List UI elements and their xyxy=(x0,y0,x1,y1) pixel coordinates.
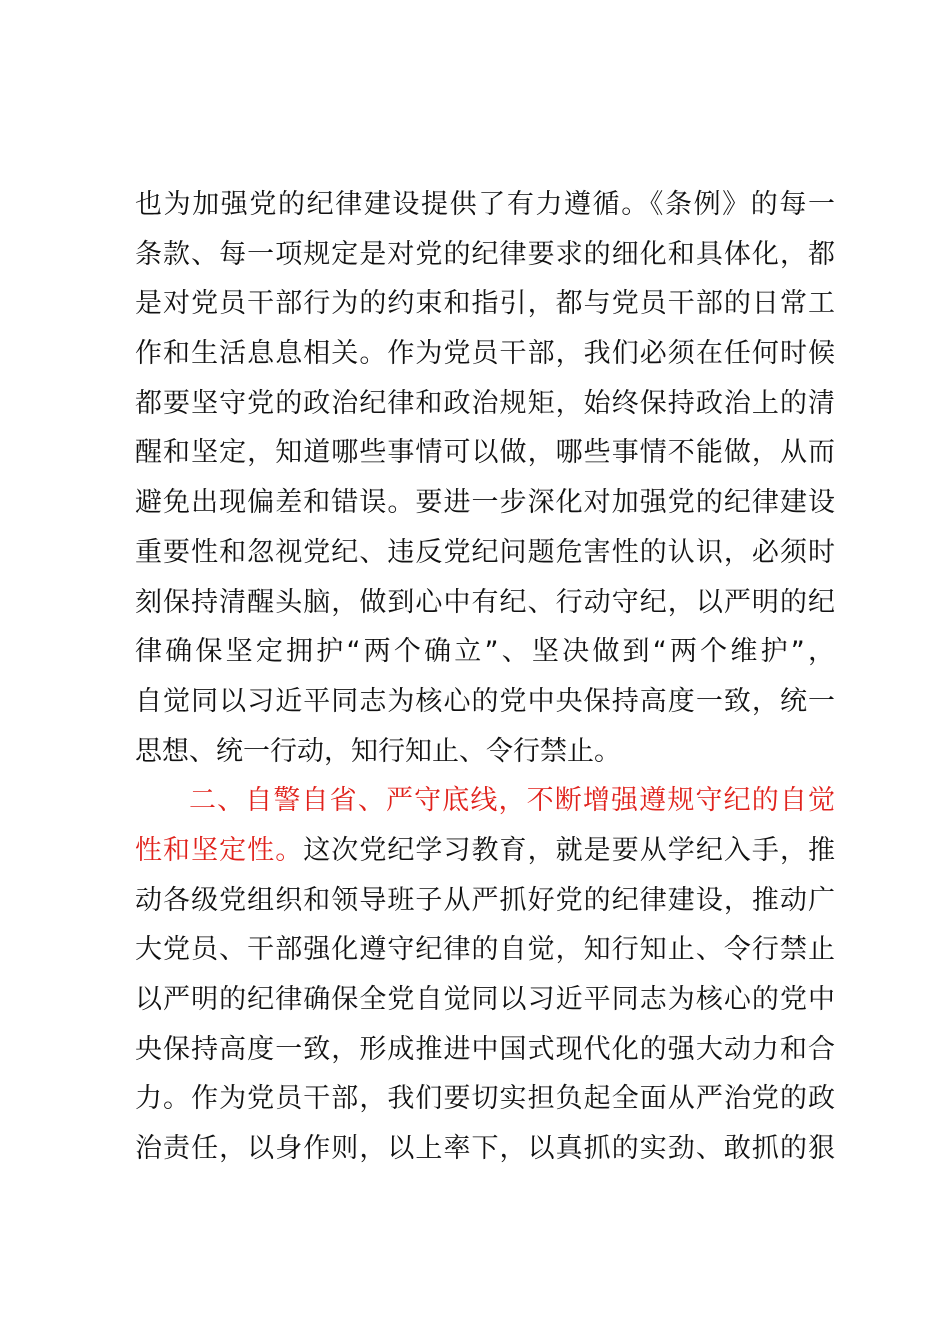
paragraph-line: 作和生活息息相关。作为党员干部，我们必须在任何时候 xyxy=(135,338,835,370)
paragraph-line: 以严明的纪律确保全党自觉同以习近平同志为核心的党中 xyxy=(135,984,835,1015)
paragraph-2 xyxy=(135,776,835,1174)
paragraph-line: 大党员、干部强化遵守纪律的自觉，知行知止、令行禁止 xyxy=(135,934,835,966)
paragraph-line-text: 这次党纪学习教育，就是要从学纪入手，推 xyxy=(303,834,835,866)
paragraph-line: 也为加强党的纪律建设提供了有力遵循。《条例》的每一 xyxy=(135,189,835,220)
paragraph-line: 避免出现偏差和错误。要进一步深化对加强党的纪律建设 xyxy=(135,487,835,519)
paragraph-line: 思想、统一行动，知行知止、令行禁止。 xyxy=(135,735,621,767)
paragraph-line: 都要坚守党的政治纪律和政治规矩，始终保持政治上的清 xyxy=(135,387,835,419)
paragraph-line: 条款、每一项规定是对党的纪律要求的细化和具体化，都 xyxy=(135,238,835,270)
section-heading: 二、自警自省、严守底线，不断增强遵规守纪的自觉 xyxy=(189,785,835,817)
paragraph-line xyxy=(135,826,835,876)
paragraph-line: 动各级党组织和领导班子从严抓好党的纪律建设，推动广 xyxy=(135,884,835,916)
paragraph-line: 刻保持清醒头脑，做到心中有纪、行动守纪，以严明的纪 xyxy=(135,586,835,618)
paragraph-line: 是对党员干部行为的约束和指引，都与党员干部的日常工 xyxy=(135,288,835,320)
section-heading-continued: 性和坚定性。 xyxy=(135,834,304,866)
document-body xyxy=(135,180,835,1174)
paragraph-line: 醒和坚定，知道哪些事情可以做，哪些事情不能做，从而 xyxy=(135,437,835,469)
paragraph-line: 治责任，以身作则，以上率下，以真抓的实劲、敢抓的狠 xyxy=(135,1133,835,1165)
paragraph-line: 央保持高度一致，形成推进中国式现代化的强大动力和合 xyxy=(135,1033,835,1065)
paragraph-line: 自觉同以习近平同志为核心的党中央保持高度一致，统一 xyxy=(135,685,835,717)
paragraph-line: 重要性和忽视党纪、违反党纪问题危害性的认识，必须时 xyxy=(135,536,835,568)
paragraph-line: 力。作为党员干部，我们要切实担负起全面从严治党的政 xyxy=(135,1083,835,1115)
paragraph-line: 律确保坚定拥护“两个确立”、坚决做到“两个维护”， xyxy=(135,636,835,668)
paragraph-1 xyxy=(135,180,835,776)
